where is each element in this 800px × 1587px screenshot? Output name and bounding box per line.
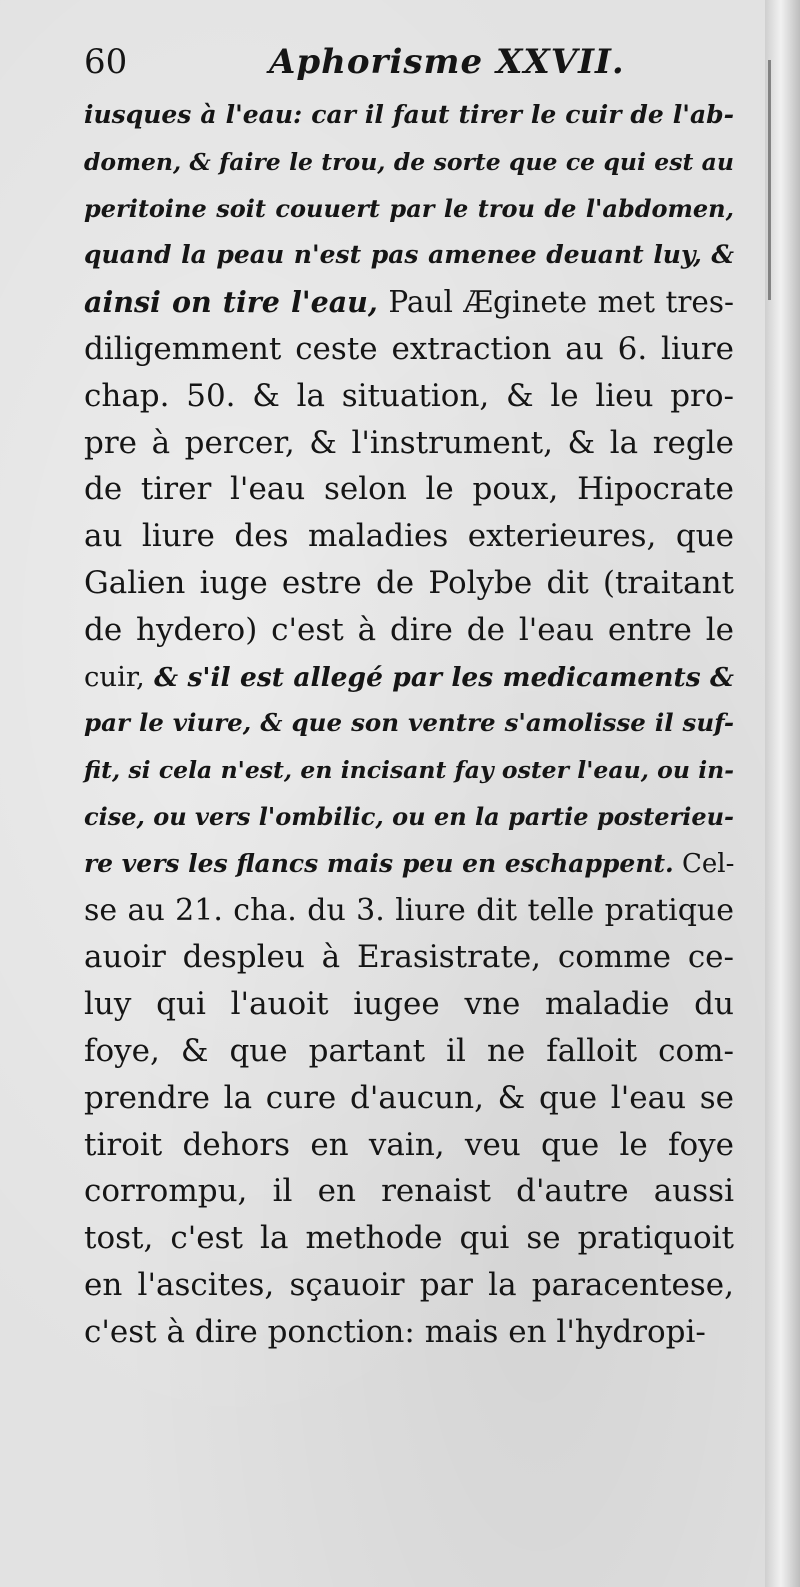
text-line: cuir, & s'il est allegé par les medicaments & [84, 660, 734, 693]
text-line: luy qui l'auoit iugee vne maladie du [84, 986, 734, 1023]
body-text [84, 92, 734, 1356]
text-line: iusques à l'eau: car il faut tirer le cuir de l'ab- [84, 100, 734, 129]
text-line: prendre la cure d'aucun, & que l'eau se [84, 1079, 734, 1116]
text-line: chap. 50. & la situation, & le lieu pro- [84, 377, 734, 414]
text-line: de hydero) c'est à dire de l'eau entre le [84, 611, 734, 648]
text-line: re vers les flancs mais peu en eschappent. Cel- [84, 848, 735, 879]
text-line: cise, ou vers l'ombilic, ou en la partie posterieu- [84, 801, 734, 831]
text-line: foye, & que partant il ne falloit com- [84, 1032, 734, 1069]
text-line: c'est à dire ponction: mais en l'hydropi- [84, 1313, 706, 1350]
page-edge-shadow [768, 60, 771, 300]
text-line: au liure des maladies exterieures, que [84, 518, 734, 555]
text-line: fit, si cela n'est, en incisant fay oster l'eau, ou in- [84, 756, 734, 785]
text-line: corrompu, il en renaist d'autre aussi [84, 1173, 734, 1210]
text-line: tost, c'est la methode qui se pratiquoit [84, 1220, 734, 1257]
text-line: en l'ascites, sçauoir par la paracentese, [84, 1266, 734, 1303]
text-line: se au 21. cha. du 3. liure dit telle pratique [84, 892, 734, 928]
text-line: peritoine soit couuert par le trou de l'abdomen, [84, 193, 734, 223]
running-head: Aphorisme XXVII. [269, 42, 625, 82]
text-line: par le viure, & que son ventre s'amolisse il suf- [84, 708, 734, 738]
page-number: 60 [84, 42, 128, 82]
text-line: diligemment ceste extraction au 6. liure [84, 330, 734, 367]
page-header [84, 38, 724, 92]
text-line: domen, & faire le trou, de sorte que ce qui est au [84, 147, 734, 176]
text-line: ainsi on tire l'eau, Paul Æginete met tres- [84, 285, 734, 320]
text-line: auoir despleu à Erasistrate, comme ce- [84, 939, 734, 976]
text-line: Galien iuge estre de Polybe dit (traitant [84, 564, 734, 601]
text-line: tiroit dehors en vain, veu que le foye [84, 1126, 734, 1163]
text-line: quand la peau n'est pas amenee deuant luy, & [84, 240, 734, 270]
text-line: pre à percer, & l'instrument, & la regle [84, 424, 734, 461]
text-line: de tirer l'eau selon le poux, Hipocrate [84, 471, 734, 508]
